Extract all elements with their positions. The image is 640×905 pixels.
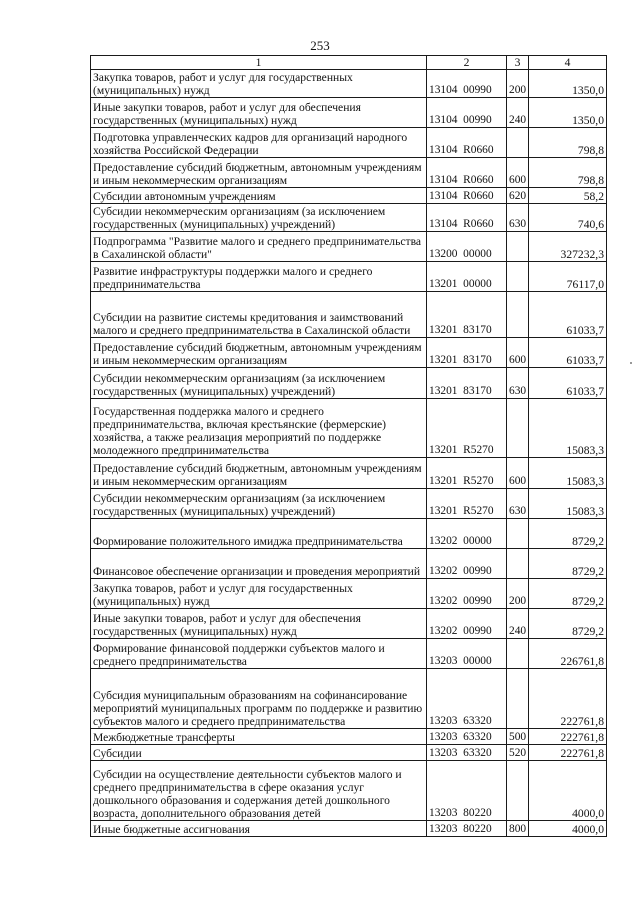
row-type-cell (507, 399, 529, 458)
row-code-cell: 13201 R5270 (427, 458, 507, 489)
budget-table (90, 55, 607, 837)
row-amount-cell: 15083,3 (529, 458, 607, 489)
row-name-cell: Субсидии (91, 745, 427, 761)
row-name-cell: Государственная поддержка малого и среднего предпринимательства, включая крестьянские (фермерские) хозяйства, а также реализация мероприятий по поддержке молодежного предпринимательства (91, 399, 427, 458)
row-name-cell: Субсидии некоммерческим организациям (за исключением государственных (муниципальных) учреждений) (91, 489, 427, 519)
row-type-cell (507, 292, 529, 338)
row-amount-cell: 61033,7 (529, 368, 607, 399)
row-type-cell: 200 (507, 579, 529, 609)
row-code-cell: 13104 00990 (427, 70, 507, 98)
row-name-cell: Предоставление субсидий бюджетным, автономным учреждениям и иным некоммерческим организациям (91, 338, 427, 368)
row-name-cell: Субсидии автономным учреждениям (91, 188, 427, 204)
row-name-cell: Закупка товаров, работ и услуг для государственных (муниципальных) нужд (91, 579, 427, 609)
row-code-cell: 13203 80220 (427, 761, 507, 821)
row-code-cell: 13200 00000 (427, 232, 507, 262)
row-amount-cell: 1350,0 (529, 70, 607, 98)
row-type-cell: 200 (507, 70, 529, 98)
row-amount-cell: 76117,0 (529, 262, 607, 292)
row-name-cell: Иные закупки товаров, работ и услуг для обеспечения государственных (муниципальных) нужд (91, 609, 427, 639)
row-type-cell: 630 (507, 368, 529, 399)
row-code-cell: 13203 63320 (427, 669, 507, 729)
row-amount-cell: 1350,0 (529, 98, 607, 128)
row-code-cell: 13202 00990 (427, 549, 507, 579)
row-code-cell: 13203 80220 (427, 821, 507, 837)
row-amount-cell: 61033,7 (529, 338, 607, 368)
row-name-cell: Предоставление субсидий бюджетным, автономным учреждениям и иным некоммерческим организациям (91, 458, 427, 489)
table-row (91, 639, 607, 669)
row-code-cell: 13202 00000 (427, 519, 507, 549)
row-name-cell: Финансовое обеспечение организации и проведения мероприятий (91, 549, 427, 579)
row-type-cell (507, 128, 529, 158)
table-row (91, 579, 607, 609)
row-code-cell: 13201 83170 (427, 338, 507, 368)
row-code-cell: 13201 R5270 (427, 489, 507, 519)
table-row (91, 669, 607, 729)
row-type-cell (507, 519, 529, 549)
row-code-cell: 13202 00990 (427, 579, 507, 609)
row-type-cell: 240 (507, 98, 529, 128)
row-amount-cell: 327232,3 (529, 232, 607, 262)
table-row (91, 745, 607, 761)
table-row (91, 609, 607, 639)
row-code-cell: 13203 00000 (427, 639, 507, 669)
row-code-cell: 13201 00000 (427, 262, 507, 292)
row-type-cell: 600 (507, 338, 529, 368)
row-amount-cell: 222761,8 (529, 669, 607, 729)
row-type-cell: 500 (507, 729, 529, 745)
row-amount-cell: 4000,0 (529, 821, 607, 837)
row-name-cell: Подготовка управленческих кадров для организаций народного хозяйства Российской Федерации (91, 128, 427, 158)
table-row (91, 519, 607, 549)
header-cell-code: 2 (427, 56, 507, 70)
row-name-cell: Формирование финансовой поддержки субъектов малого и среднего предпринимательства (91, 639, 427, 669)
row-type-cell (507, 761, 529, 821)
table-row (91, 128, 607, 158)
row-amount-cell: 58,2 (529, 188, 607, 204)
row-type-cell: 600 (507, 158, 529, 188)
row-type-cell (507, 549, 529, 579)
row-amount-cell: 798,8 (529, 128, 607, 158)
row-type-cell (507, 262, 529, 292)
row-name-cell: Иные закупки товаров, работ и услуг для обеспечения государственных (муниципальных) нужд (91, 98, 427, 128)
row-amount-cell: 8729,2 (529, 549, 607, 579)
table-row (91, 262, 607, 292)
row-amount-cell: 8729,2 (529, 519, 607, 549)
page-number: 253 (310, 38, 330, 53)
row-code-cell: 13201 R5270 (427, 399, 507, 458)
row-name-cell: Межбюджетные трансферты (91, 729, 427, 745)
row-code-cell: 13201 83170 (427, 292, 507, 338)
row-name-cell: Субсидии на осуществление деятельности субъектов малого и среднего предпринимательства в сфере оказания услуг дошкольного образования и содержания детей дошкольного возраста, дополнительного образования детей (91, 761, 427, 821)
row-code-cell: 13104 R0660 (427, 158, 507, 188)
header-cell-type: 3 (507, 56, 529, 70)
row-name-cell: Предоставление субсидий бюджетным, автономным учреждениям и иным некоммерческим организациям (91, 158, 427, 188)
row-code-cell: 13203 63320 (427, 745, 507, 761)
row-amount-cell: 8729,2 (529, 579, 607, 609)
row-name-cell: Субсидия муниципальным образованиям на софинансирование мероприятий муниципальных программ по поддержке и развитию субъектов малого и среднего предпринимательства (91, 669, 427, 729)
table-row (91, 729, 607, 745)
table-row (91, 204, 607, 232)
row-type-cell: 620 (507, 188, 529, 204)
row-code-cell: 13104 00990 (427, 98, 507, 128)
row-type-cell: 520 (507, 745, 529, 761)
row-type-cell: 800 (507, 821, 529, 837)
row-amount-cell: 222761,8 (529, 745, 607, 761)
row-code-cell: 13104 R0660 (427, 204, 507, 232)
row-amount-cell: 8729,2 (529, 609, 607, 639)
header-cell-amount: 4 (529, 56, 607, 70)
row-name-cell: Субсидии на развитие системы кредитования и заимствований малого и среднего предпринимательства в Сахалинской области (91, 292, 427, 338)
table-row (91, 821, 607, 837)
row-amount-cell: 15083,3 (529, 489, 607, 519)
row-name-cell: Субсидии некоммерческим организациям (за исключением государственных (муниципальных) учреждений) (91, 204, 427, 232)
row-amount-cell: 226761,8 (529, 639, 607, 669)
row-name-cell: Подпрограмма "Развитие малого и среднего предпринимательства в Сахалинской области" (91, 232, 427, 262)
row-type-cell: 600 (507, 458, 529, 489)
table-row (91, 232, 607, 262)
row-code-cell: 13202 00990 (427, 609, 507, 639)
row-type-cell: 630 (507, 489, 529, 519)
table-row (91, 549, 607, 579)
table-row (91, 458, 607, 489)
row-amount-cell: 15083,3 (529, 399, 607, 458)
row-name-cell: Развитие инфраструктуры поддержки малого и среднего предпринимательства (91, 262, 427, 292)
row-code-cell: 13203 63320 (427, 729, 507, 745)
header-row (91, 56, 607, 70)
row-code-cell: 13104 R0660 (427, 188, 507, 204)
table-row (91, 158, 607, 188)
row-amount-cell: 4000,0 (529, 761, 607, 821)
row-amount-cell: 222761,8 (529, 729, 607, 745)
row-type-cell (507, 669, 529, 729)
table-row (91, 98, 607, 128)
table-row (91, 338, 607, 368)
row-code-cell: 13104 R0660 (427, 128, 507, 158)
scan-speck (630, 362, 632, 364)
row-code-cell: 13201 83170 (427, 368, 507, 399)
row-name-cell: Формирование положительного имиджа предпринимательства (91, 519, 427, 549)
row-amount-cell: 798,8 (529, 158, 607, 188)
row-name-cell: Иные бюджетные ассигнования (91, 821, 427, 837)
row-name-cell: Закупка товаров, работ и услуг для государственных (муниципальных) нужд (91, 70, 427, 98)
table-row (91, 70, 607, 98)
table-row (91, 292, 607, 338)
table-row (91, 188, 607, 204)
row-name-cell: Субсидии некоммерческим организациям (за исключением государственных (муниципальных) учреждений) (91, 368, 427, 399)
row-type-cell (507, 639, 529, 669)
row-amount-cell: 740,6 (529, 204, 607, 232)
table-row (91, 399, 607, 458)
row-amount-cell: 61033,7 (529, 292, 607, 338)
table-row (91, 761, 607, 821)
row-type-cell: 240 (507, 609, 529, 639)
row-type-cell: 630 (507, 204, 529, 232)
table-row (91, 489, 607, 519)
header-cell-name: 1 (91, 56, 427, 70)
row-type-cell (507, 232, 529, 262)
table-row (91, 368, 607, 399)
